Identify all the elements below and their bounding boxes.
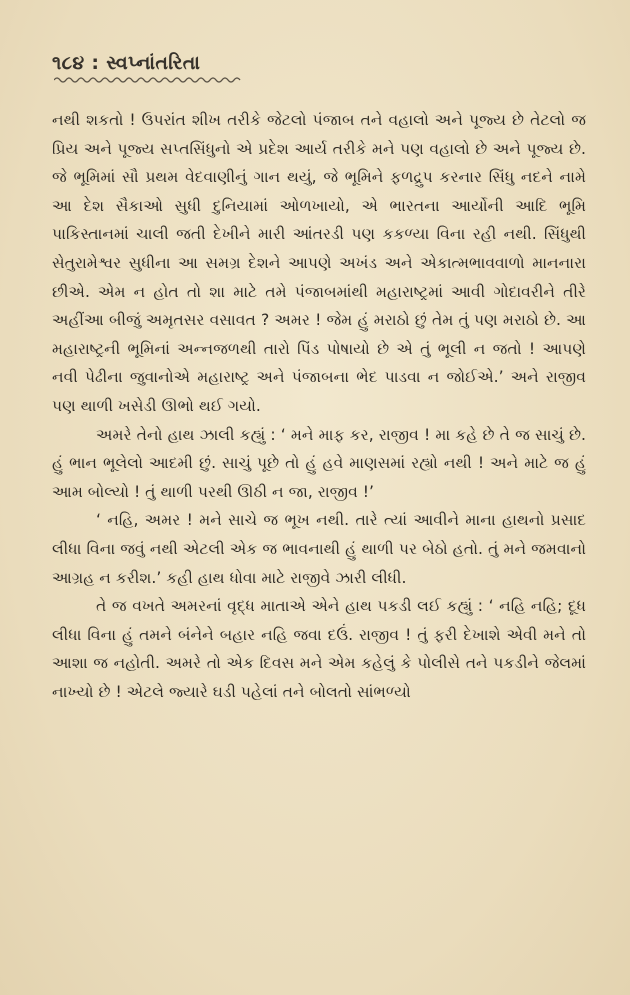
paragraph: નથી શકતો ! ઉપરાંત શીખ તરીકે જેટલો પંજાબ તને વહાલો અને પૂજ્ય છે તેટલો જ પ્રિય અને પૂજ્ય સપ્તસિંધુનો એ પ્રદેશ આર્ય તરીકે મને પણ વહાલો છે અને પૂજ્ય છે. જે ભૂમિમાં સૌ પ્રથમ વેદવાણીનું ગાન થયું, જે ભૂમિને ફળદ્રુપ કરનાર સિંધુ નદને નામે આ દેશ સૈકાઓ સુધી દુનિયામાં ઓળખાયો, એ ભારતના આર્યોની આદિ ભૂમિ પાકિસ્તાનમાં ચાલી જતી દેખીને મારી આંતરડી પણ કકળ્યા વિના રહી નથી. સિંધુથી સેતુરામેશ્વર સુધીના આ સમગ્ર દેશને આપણે અખંડ અને એકાત્મભાવવાળો માનનારા છીએ. એમ ન હોત તો શા માટે તમે પંજાબમાંથી મહારાષ્ટ્રમાં આવી ગોદાવરીને તીરે અહીંઆ બીજું અમૃતસર વસાવત ? અમર ! જેમ હું મરાઠો છું તેમ તું પણ મરાઠો છે. આ મહારાષ્ટ્રની ભૂમિનાં અન્નજળથી તારો પિંડ પોષાયો છે એ તું ભૂલી ન જતો ! આપણે નવી પેઢીના જુવાનોએ મહારાષ્ટ્ર અને પંજાબના ભેદ પાડવા ન જોઈએ.’ અને રાજીવ પણ થાળી ખસેડી ઊભો થઈ ગયો. xyxy=(52,111,586,415)
header-separator: : xyxy=(91,52,100,74)
chapter-title: સ્વપ્નાંતરિતા xyxy=(106,52,201,74)
paragraph: અમરે તેનો હાથ ઝાલી કહ્યું : ‘ મને માફ કર, રાજીવ ! મા કહે છે તે જ સાચું છે. હું ભાન ભૂલેલો આદમી છું. સાચું પૂછે તો હું હવે માણસમાં રહ્યો નથી ! અને માટે જ હું આમ બોલ્યો ! તું થાળી પરથી ઊઠી ન જા, રાજીવ !’ xyxy=(52,425,586,501)
page-number: ૧૮૪ xyxy=(52,52,85,74)
paragraph: તે જ વખતે અમરનાં વૃદ્ધ માતાએ એને હાથ પકડી લઈ કહ્યું : ‘ નહિ નહિ; દૂધ લીધા વિના હું તમને બંનેને બહાર નહિ જવા દઉં. રાજીવ ! તું ફરી દેખાશે એવી મને તો આશા જ નહોતી. અમરે તો એક દિવસ મને એમ કહેલું કે પોલીસે તને પકડીને જેલમાં નાખ્યો છે ! એટલે જ્યારે ઘડી પહેલાં તને બોલતો સાંભળ્યો xyxy=(52,597,586,701)
wavy-underline xyxy=(54,76,244,84)
paragraph: ‘ નહિ, અમર ! મને સાચે જ ભૂખ નથી. તારે ત્યાં આવીને માના હાથનો પ્રસાદ લીધા વિના જવું નથી એટલી એક જ ભાવનાથી હું થાળી પર બેઠો હતો. તું મને જમવાનો આગ્રહ ન કરીશ.’ કહી હાથ ધોવા માટે રાજીવે ઝારી લીધી. xyxy=(52,511,586,587)
body-text xyxy=(52,106,586,706)
running-head xyxy=(52,52,586,74)
